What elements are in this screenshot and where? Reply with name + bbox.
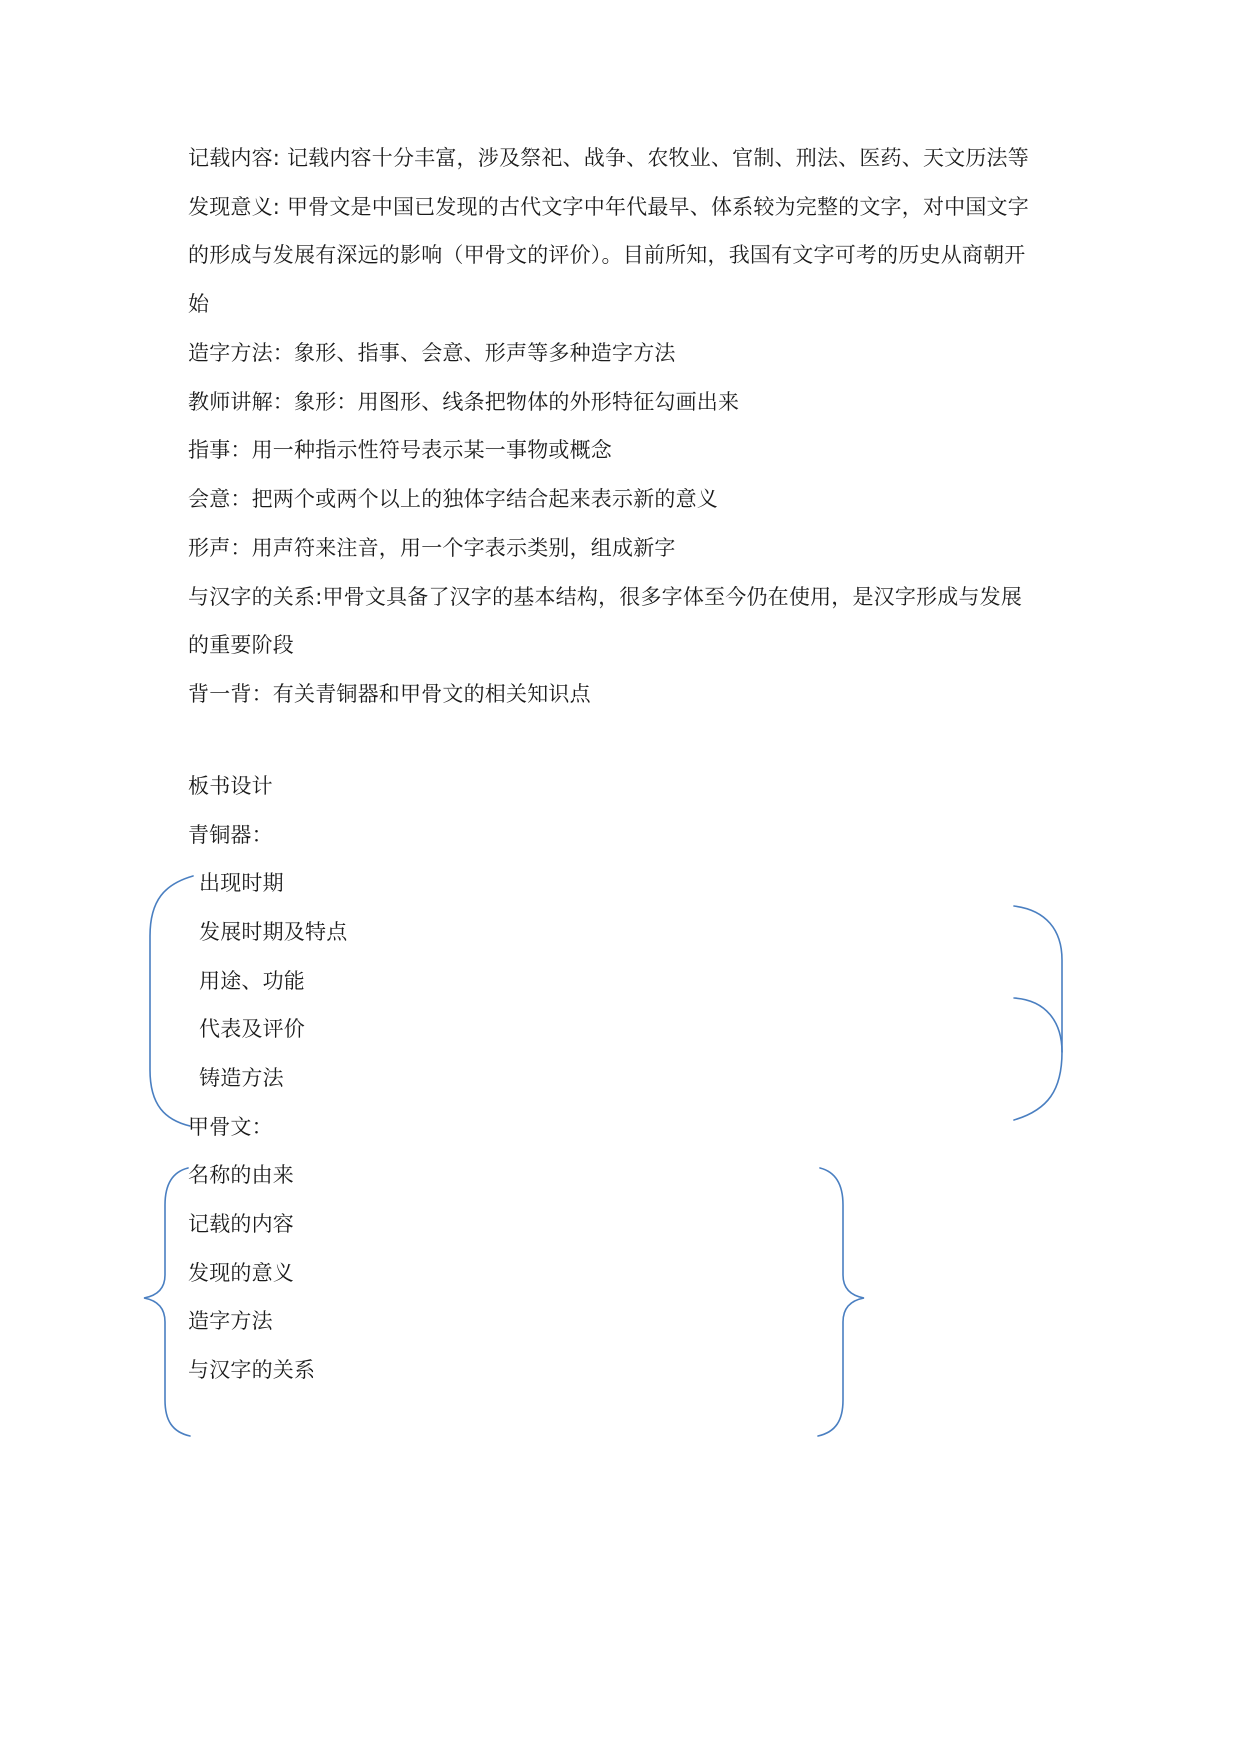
bronze-right-bracket-shape [1014,998,1062,1062]
bronze-right-bracket-upper-curve [1012,922,1062,998]
bronze-label: 青铜器： [188,823,273,847]
paragraph-record-content: 记载内容: 记载内容十分丰富，涉及祭祀、战争、农牧业、官制、刑法、医药、天文历法等 [188,146,1029,170]
bronze-right-bracket [1012,925,1062,998]
bronze-right-bracket-upper-visible [1014,948,1062,998]
bronze-right-bracket-shape-visible [1014,998,1062,1120]
bronze-item: 铸造方法 [199,1066,284,1090]
oracle-right-brace-shape [818,1168,864,1436]
bronze-right-bracket-final [1016,925,1062,997]
bronze-right-bracket-curve [1014,928,1062,996]
bronze-item: 出现时期 [199,871,284,895]
bronze-right-bracket-shape [1012,924,1062,998]
bronze-right-bracket-clean [1014,950,1062,996]
paragraph-relation-to-hanzi-cont: 的重要阶段 [188,633,294,657]
bronze-right-bracket-upper [1014,928,1062,998]
paragraph-discovery-significance-cont: 的形成与发展有深远的影响（甲骨文的评价）。目前所知，我国有文字可考的历史从商朝开 [188,243,1026,267]
bronze-item: 代表及评价 [199,1017,305,1041]
oracle-item: 造字方法 [188,1309,273,1333]
oracle-item: 名称的由来 [188,1163,294,1187]
paragraph-relation-to-hanzi: 与汉字的关系:甲骨文具备了汉字的基本结构，很多字体至今仍在使用，是汉字形成与发展 [188,585,1023,609]
bronze-right-bracket-top-half [1014,945,1062,996]
bronze-right-bracket-top-visible [1014,924,1062,998]
bronze-right-bracket-upper-arc [1014,925,1062,998]
paragraph-memorize: 背一背：有关青铜器和甲骨文的相关知识点 [188,682,591,706]
paragraph-teacher-explanation: 教师讲解：象形：用图形、线条把物体的外形特征勾画出来 [188,390,740,414]
bronze-left-bracket-shape [150,876,193,1126]
oracle-item: 与汉字的关系 [188,1358,316,1382]
paragraph-phono-semantic: 形声：用声符来注音，用一个字表示类别，组成新字 [188,536,676,560]
bronze-right-bracket-shape [1014,941,1060,1000]
board-design-title: 板书设计 [188,774,273,798]
bronze-item: 用途、功能 [199,969,305,993]
paragraph-discovery-significance-end: 始 [188,292,210,316]
oracle-item: 发现的意义 [188,1261,294,1285]
oracle-item: 记载的内容 [188,1212,294,1236]
paragraph-indicative: 指事：用一种指示性符号表示某一事物或概念 [188,438,612,462]
bronze-right-bracket-outline [1014,929,1062,996]
bronze-right-bracket-top [1010,938,1062,998]
paragraph-associative: 会意：把两个或两个以上的独体字结合起来表示新的意义 [188,487,718,511]
paragraph-character-methods: 造字方法：象形、指事、会意、形声等多种造字方法 [188,341,676,365]
bronze-right-bracket-top-arc [1014,906,1062,1052]
bronze-right-bracket-shape-visible-top [1014,925,1062,998]
oracle-left-brace-shape [144,1168,190,1436]
oracle-label: 甲骨文： [188,1115,273,1139]
bronze-item: 发展时期及特点 [199,920,348,944]
bronze-right-bracket-main [1012,935,1062,1004]
paragraph-discovery-significance: 发现意义: 甲骨文是中国已发现的古代文字中年代最早、体系较为完整的文字，对中国文字 [188,195,1029,219]
